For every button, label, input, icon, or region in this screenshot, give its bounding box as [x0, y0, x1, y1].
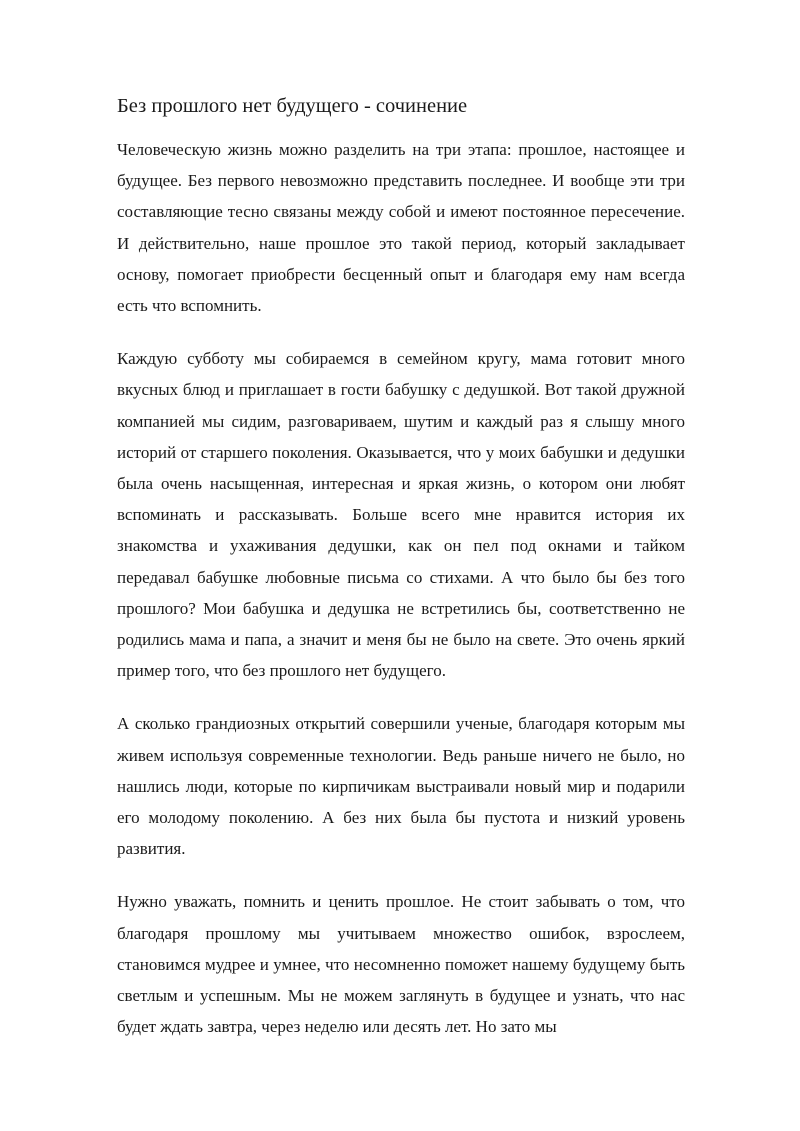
paragraph-4: Нужно уважать, помнить и ценить прошлое. Не стоит забывать о том, что благодаря прошлому мы учитываем множество ошибок, взрослеем, становимся мудрее и умнее, что несомненно поможет нашему будущему быть светлым и успешным. Мы не можем заглянуть в будущее и узнать, что нас будет ждать завтра, через неделю или десять лет. Но зато мы [117, 892, 685, 1037]
paragraph-2: Каждую субботу мы собираемся в семейном кругу, мама готовит много вкусных блюд и приглашает в гости бабушку с дедушкой. Вот такой дружной компанией мы сидим, разговариваем, шутим и каждый раз я слышу много историй от старшего поколения. Оказывается, что у моих бабушки и дедушки была очень насыщенная, интересная и яркая жизнь, о котором они любят вспоминать и рассказывать. Больше всего мне нравится история их знакомства и ухаживания дедушки, как он пел под окнами и тайком передавал бабушке любовные письма со стихами. А что было бы без того прошлого? Мои бабушка и дедушка не встретились бы, соответственно не родились мама и папа, а значит и меня бы не было на свете. Это очень яркий пример того, что без прошлого нет будущего. [117, 349, 685, 681]
paragraph-3: А сколько грандиозных открытий совершили ученые, благодаря которым мы живем используя современные технологии. Ведь раньше ничего не было, но нашлись люди, которые по кирпичикам выстраивали новый мир и подарили его молодому поколению. А без них была бы пустота и низкий уровень развития. [117, 714, 685, 859]
document-page [117, 92, 685, 1064]
paragraph-1: Человеческую жизнь можно разделить на три этапа: прошлое, настоящее и будущее. Без первого невозможно представить последнее. И вообще эти три составляющие тесно связаны между собой и имеют постоянное пересечение. И действительно, наше прошлое это такой период, который закладывает основу, помогает приобрести бесценный опыт и благодаря ему нам всегда есть что вспомнить. [117, 140, 685, 316]
document-title: Без прошлого нет будущего - сочинение [117, 95, 468, 117]
